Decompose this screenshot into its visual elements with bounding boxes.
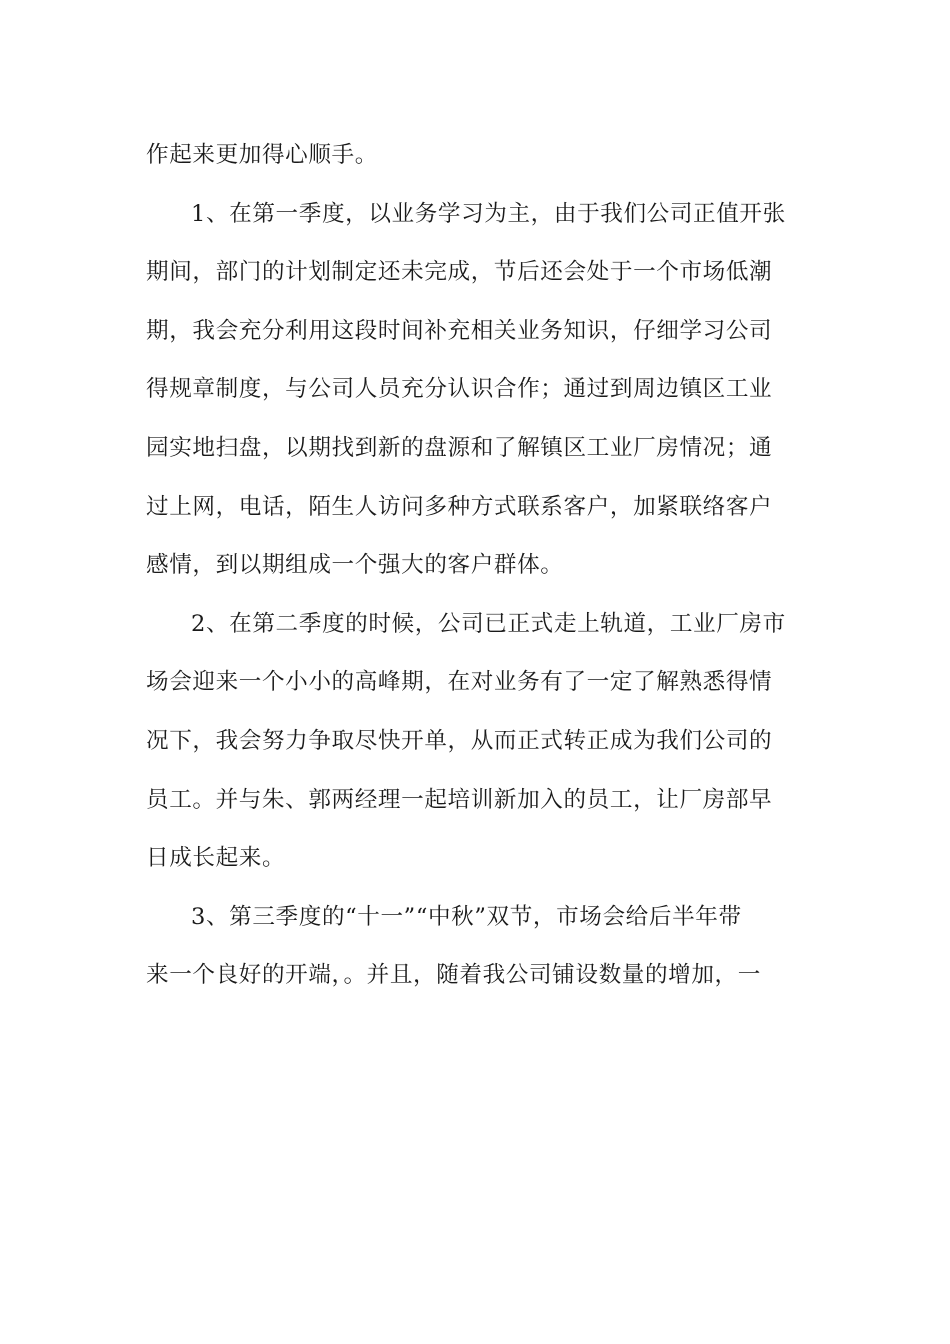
text-line-4: 期，我会充分利用这段时间补充相关业务知识，仔细学习公司 xyxy=(146,317,773,344)
text-line-9: 2、在第二季度的时候，公司已正式走上轨道，工业厂房市 xyxy=(191,610,786,637)
text-line-7: 过上网，电话，陌生人访问多种方式联系客户，加紧联络客户 xyxy=(146,493,773,520)
text-line-3: 期间，部门的计划制定还未完成，节后还会处于一个市场低潮 xyxy=(146,259,773,286)
body-text xyxy=(146,126,806,1005)
text-line-2: 1、在第一季度，以业务学习为主，由于我们公司正值开张 xyxy=(191,200,786,227)
text-line-5: 得规章制度，与公司人员充分认识合作；通过到周边镇区工业 xyxy=(146,376,773,403)
text-line-11: 况下，我会努力争取尽快开单，从而正式转正成为我们公司的 xyxy=(146,727,773,754)
text-line-10: 场会迎来一个小小的高峰期，在对业务有了一定了解熟悉得情 xyxy=(146,669,773,696)
text-line-13: 日成长起来。 xyxy=(146,845,286,872)
text-line-6: 园实地扫盘，以期找到新的盘源和了解镇区工业厂房情况；通 xyxy=(146,434,773,461)
text-line-1: 作起来更加得心顺手。 xyxy=(146,142,378,168)
text-line-15: 来一个良好的开端，。并且，随着我公司铺设数量的增加，一 xyxy=(146,962,761,989)
text-line-8: 感情，到以期组成一个强大的客户群体。 xyxy=(146,552,564,579)
text-line-12: 员工。并与朱、郭两经理一起培训新加入的员工，让厂房部早 xyxy=(146,786,773,813)
text-line-14: 3、第三季度的“十一”“中秋”双节，市场会给后半年带 xyxy=(191,903,742,930)
